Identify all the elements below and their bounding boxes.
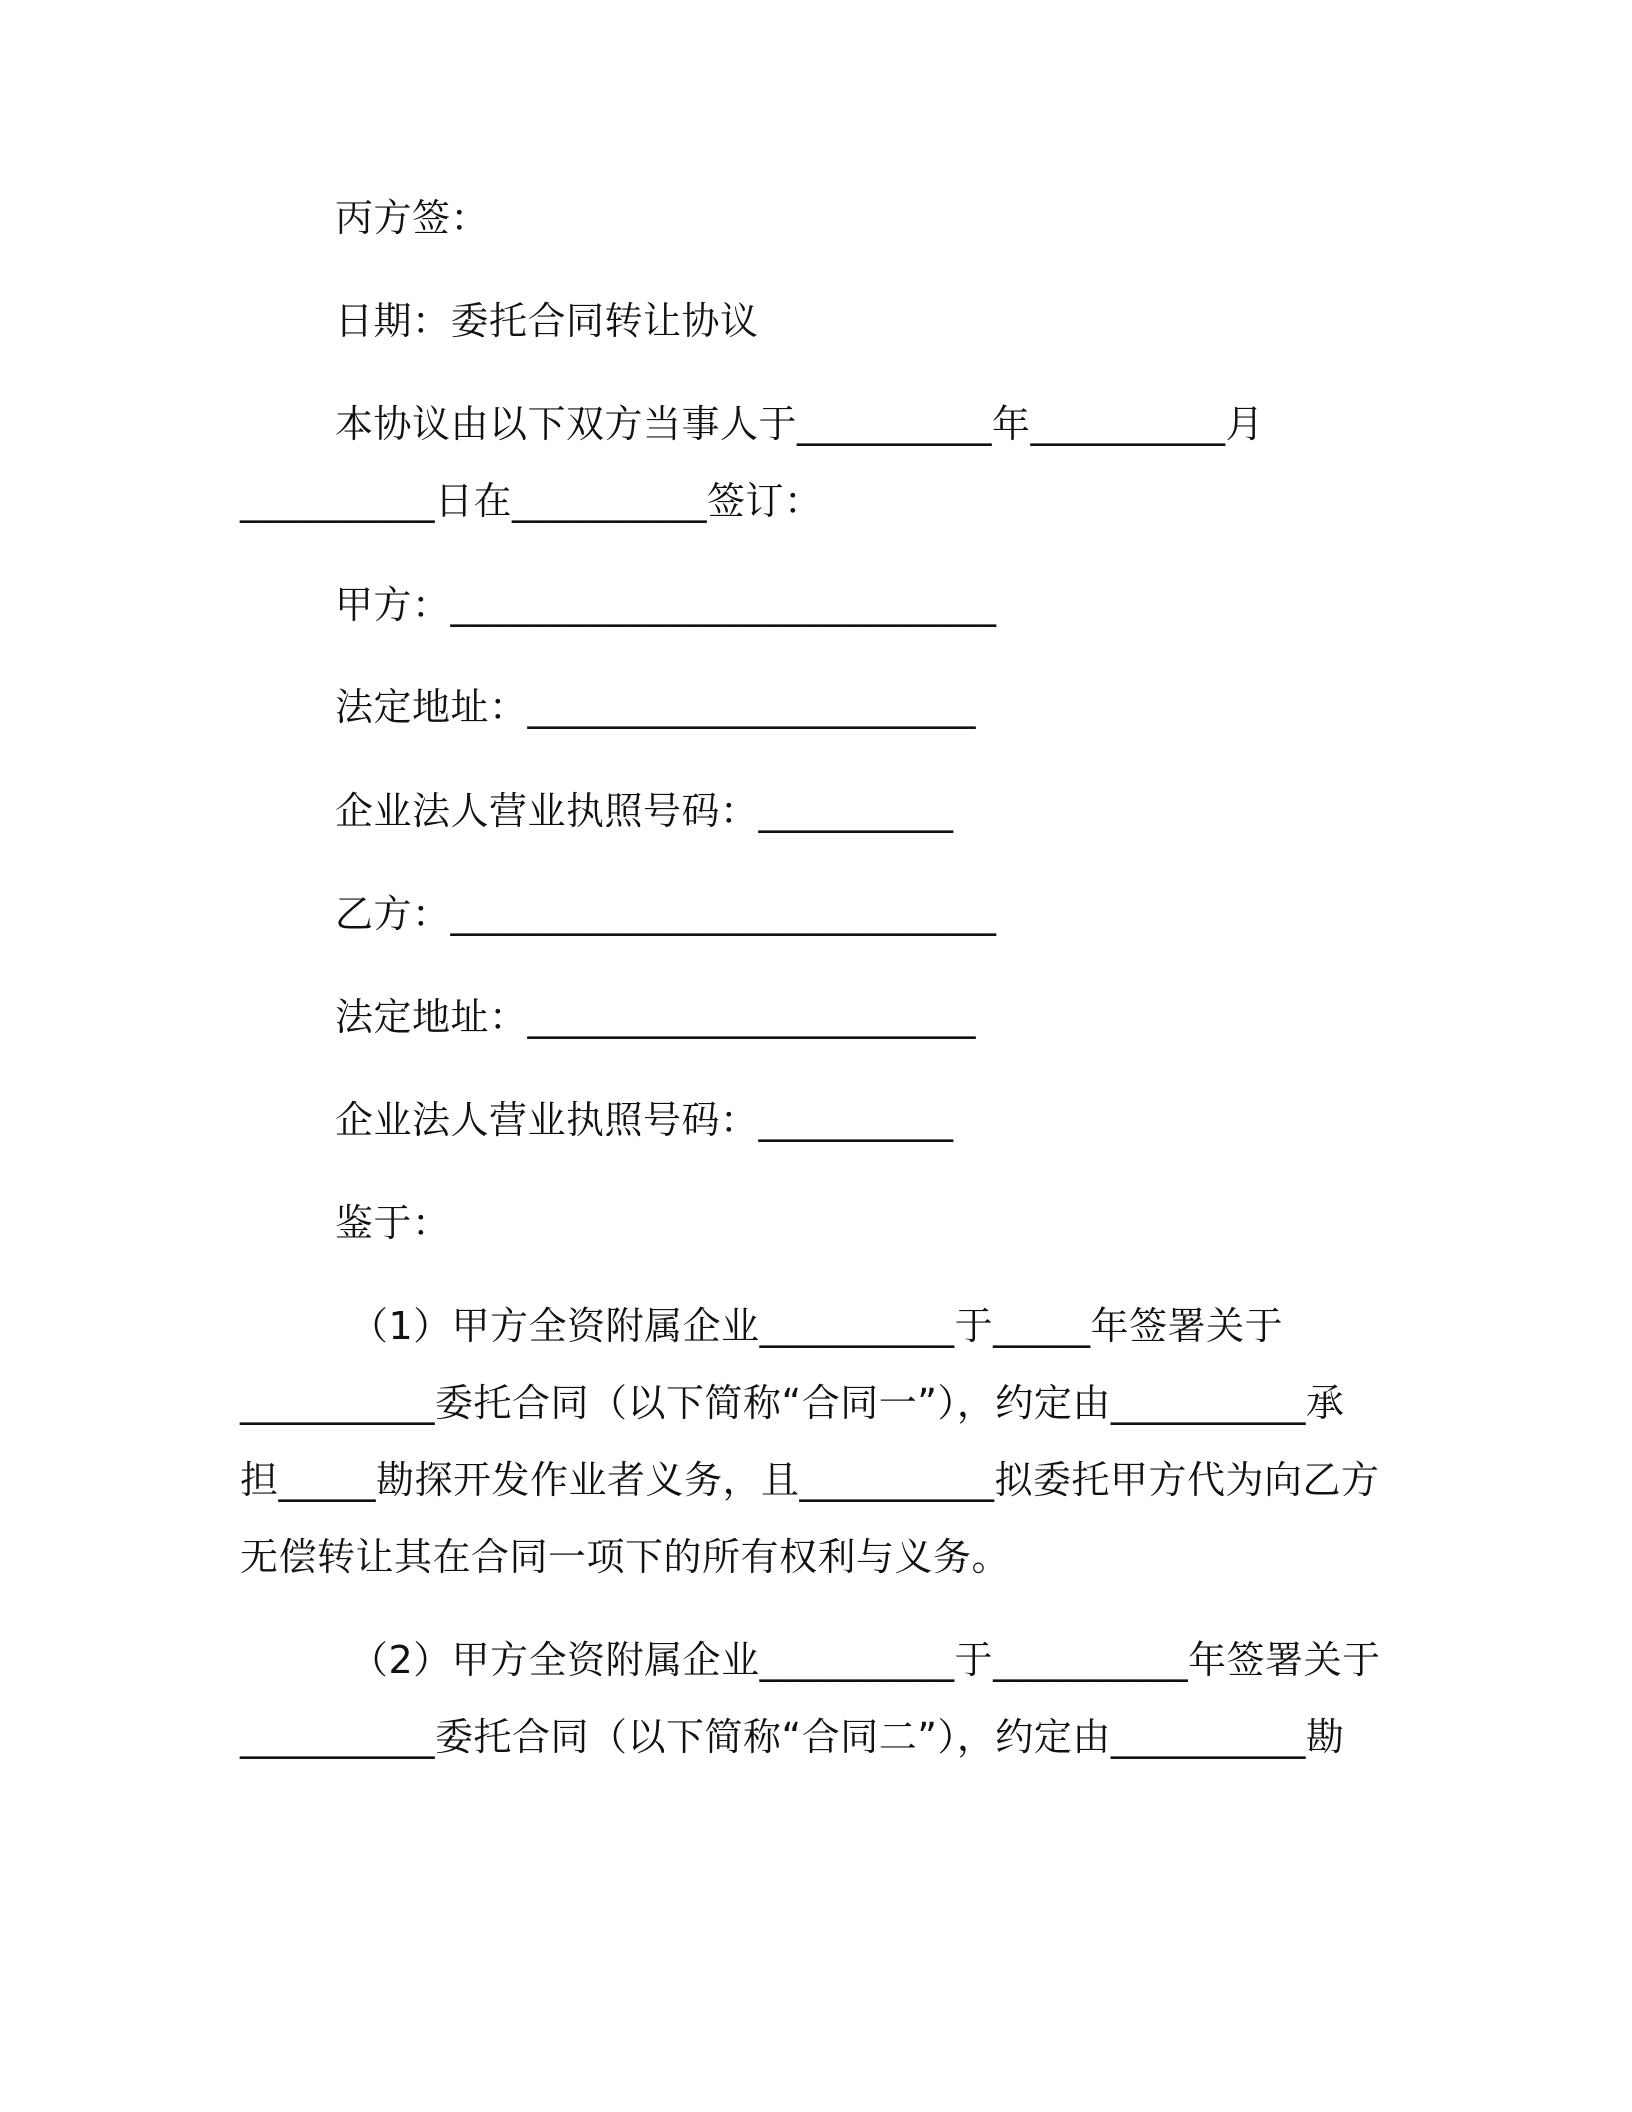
clause-1-line-4: 无偿转让其在合同一项下的所有权利与义务。 (240, 1535, 1011, 1579)
party-c-signature-line: 丙方签： (335, 196, 490, 240)
clause-1-line-2: __________委托合同（以下简称“合同一”），约定由__________承 (240, 1381, 1345, 1425)
clause-1-line-1: （1）甲方全资附属企业__________于_____年签署关于 (350, 1304, 1284, 1348)
party-a-license-line: 企业法人营业执照号码：__________ (335, 789, 954, 833)
party-b-license-line: 企业法人营业执照号码：__________ (335, 1098, 954, 1142)
whereas-heading: 鉴于： (335, 1201, 451, 1245)
party-a-line: 甲方：____________________________ (335, 583, 997, 627)
clause-1-line-3: 担_____勘探开发作业者义务，且__________拟委托甲方代为向乙方 (240, 1458, 1380, 1502)
party-b-address-line: 法定地址：_______________________ (335, 995, 977, 1039)
clause-2-line-2: __________委托合同（以下简称“合同二”），约定由__________勘 (240, 1715, 1345, 1759)
date-title-line: 日期：委托合同转让协议 (335, 299, 759, 343)
agreement-intro-line-continued: __________日在__________签订： (240, 479, 823, 523)
party-a-address-line: 法定地址：_______________________ (335, 685, 977, 729)
party-b-line: 乙方：____________________________ (335, 892, 997, 936)
agreement-intro-line: 本协议由以下双方当事人于__________年__________月 (335, 402, 1265, 446)
clause-2-line-1: （2）甲方全资附属企业__________于__________年签署关于 (350, 1638, 1381, 1682)
